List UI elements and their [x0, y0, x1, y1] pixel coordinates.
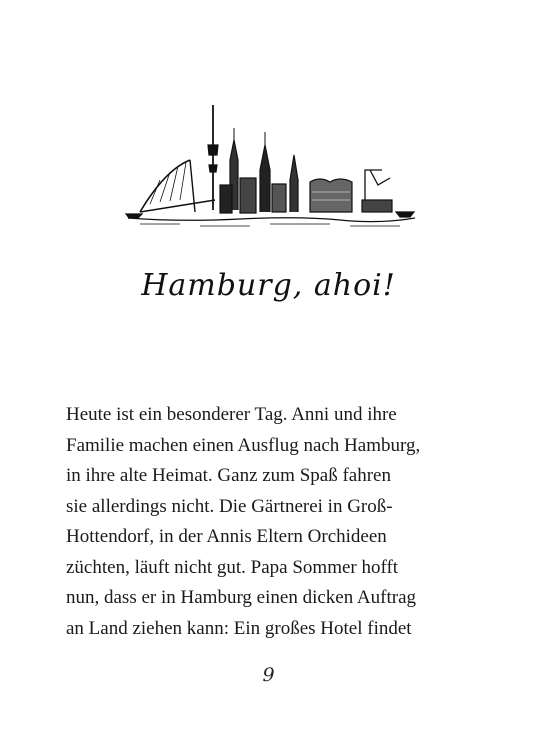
text-line: nun, dass er in Hamburg einen dicken Auftrag — [66, 587, 417, 608]
text-line: in ihre alte Heimat. Ganz zum Spaß fahren — [66, 465, 391, 486]
text-line: Familie machen einen Ausflug nach Hamburg, — [66, 434, 421, 456]
text-line: an Land ziehen kann: Ein großes Hotel findet — [66, 617, 412, 639]
text-line: Hottendorf, in der Annis Eltern Orchideen — [66, 526, 387, 547]
text-line: sie allerdings nicht. Die Gärtnerei in Groß- — [66, 495, 393, 517]
page-number: 9 — [262, 664, 275, 686]
body-paragraph — [66, 400, 486, 644]
hamburg-skyline-illustration — [120, 100, 420, 240]
text-line: züchten, läuft nicht gut. Papa Sommer hofft — [66, 556, 399, 578]
chapter-title: Hamburg, ahoi! — [141, 268, 396, 303]
text-line: Heute ist ein besonderer Tag. Anni und ihre — [66, 404, 397, 425]
